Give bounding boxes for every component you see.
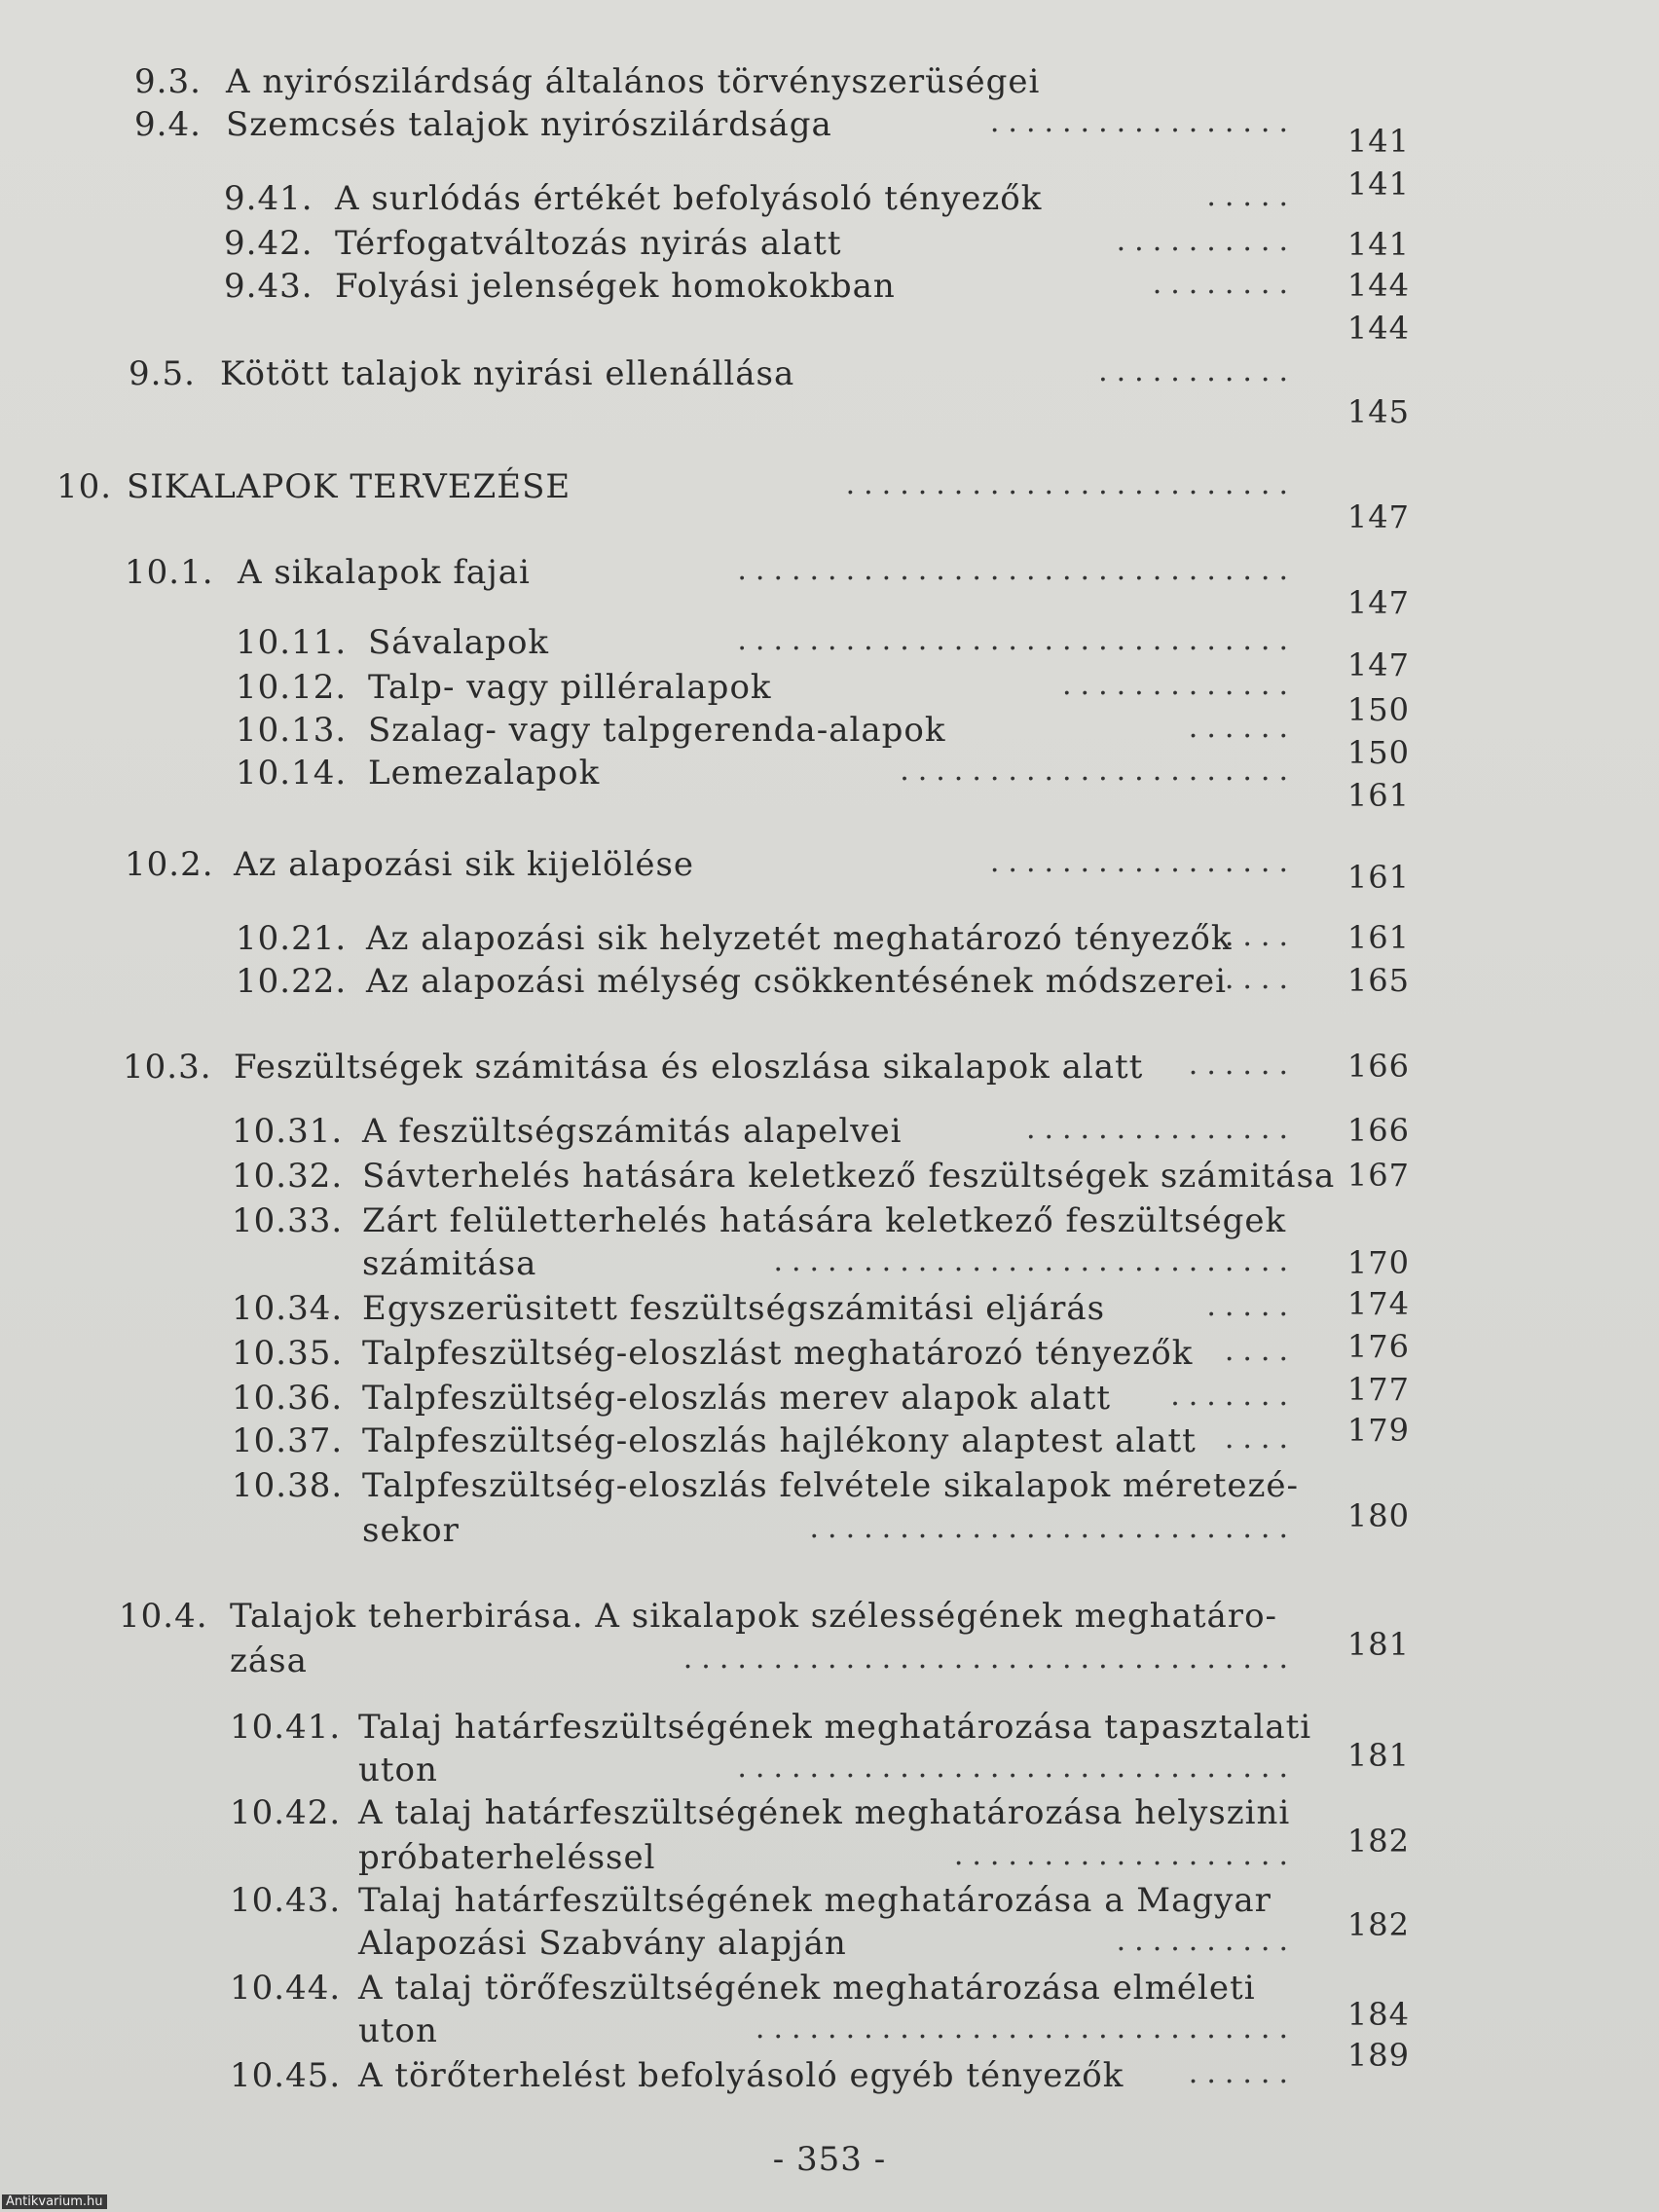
entry-page: 147 [1346,646,1410,683]
entry-page: 181 [1346,1737,1410,1774]
toc-entry-continuation [0,1737,1659,1795]
leader-dots: ................. [989,845,1297,879]
entry-title: Egyszerüsitett feszültségszámitási eljárás [362,1289,1106,1328]
entry-title-continued: számitása [362,1244,537,1283]
entry-page: 147 [1346,584,1410,621]
leader-dots: .......... [1116,224,1297,258]
leader-dots: ...... [1188,2056,1297,2090]
entry-title: A surlódás értékét befolyásoló tényezők [335,179,1043,218]
entry-title-continued: Alapozási Szabvány alapján [358,1924,847,1963]
toc-entry [0,668,1659,728]
entry-number: 10.37. [232,1421,344,1460]
entry-title: Lemezalapok [368,754,601,793]
entry-title: Sávterhelés hatására keletkező feszültségek számitása [362,1157,1336,1196]
entry-title: A feszültségszámitás alapelvei [362,1112,903,1151]
leader-dots: ............................... [737,623,1297,657]
toc-entry [0,1969,1659,2013]
entry-page: 179 [1346,1412,1410,1449]
leader-dots: .................................. [682,1641,1297,1676]
leader-dots: ............................... [737,553,1297,587]
entry-page: 167 [1346,1157,1410,1194]
entry-page: 145 [1346,393,1410,430]
leader-dots: ............................. [773,1244,1297,1278]
leader-dots: .... [1224,919,1297,953]
entry-page: 174 [1346,1285,1410,1322]
entry-number: 10.35. [232,1334,344,1373]
entry-number: 10.11. [236,623,348,662]
toc-entry [0,845,1659,896]
entry-number: 10.41. [230,1708,342,1747]
entry-title: A talaj határfeszültségének meghatározása helyszini [358,1793,1291,1832]
toc-entry [0,623,1659,683]
entry-title-continued: próbaterheléssel [358,1838,656,1877]
toc-entry [0,267,1659,347]
toc-entry-continuation [0,1626,1659,1686]
entry-number: 10.1. [125,553,214,592]
entry-number: 10.21. [236,919,348,958]
entry-page: 141 [1346,166,1410,203]
toc-entry-continuation [0,1823,1659,1883]
entry-title-continued: zása [230,1641,308,1680]
entry-page: 161 [1346,919,1410,956]
entry-page: 181 [1346,1626,1410,1663]
entry-number: 10.4. [119,1597,208,1636]
entry-page: 166 [1346,1048,1410,1085]
entry-number: 10.32. [232,1157,344,1196]
toc-entry [0,1048,1659,1092]
leader-dots: ............................... [737,1751,1297,1785]
leader-dots: ..... [1206,179,1297,213]
entry-number: 10.44. [230,1969,342,2008]
leader-dots: ...... [1188,711,1297,745]
watermark: Antikvarium.hu [2,2194,107,2209]
entry-page: 147 [1346,498,1410,535]
entry-title: Talp- vagy pilléralapok [368,668,772,707]
entry-title: Talpfeszültség-eloszlás merev alapok alatt [362,1379,1112,1418]
entry-title: Az alapozási sik helyzetét meghatározó tényezők [366,919,1233,958]
leader-dots: ....... [1170,1379,1297,1413]
entry-page: 161 [1346,777,1410,814]
entry-number: 10.12. [236,668,348,707]
toc-entry [0,1881,1659,1926]
entry-number: 9.41. [224,179,313,218]
entry-number: 10.36. [232,1379,344,1418]
leader-dots: ............... [1025,1112,1297,1146]
entry-title: Az alapozási mélység csökkentésének módszerei [366,962,1227,1001]
entry-page: 141 [1346,123,1410,160]
entry-title: Talpfeszültség-eloszlás felvétele sikalapok méretezé- [362,1466,1300,1505]
leader-dots: ......................... [845,467,1297,501]
leader-dots: ........ [1152,267,1297,301]
entry-number: 10.42. [230,1793,342,1832]
entry-title: Szemcsés talajok nyirószilárdsága [226,105,832,144]
page-number-footer: - 353 - [772,2140,887,2179]
leader-dots: .... [1224,962,1297,996]
entry-title: A törőterhelést befolyásoló egyéb tényezők [358,2056,1124,2095]
entry-page: 177 [1346,1371,1410,1408]
toc-entry [0,1112,1659,1157]
leader-dots: ........... [1098,354,1297,388]
entry-title-continued: sekor [362,1511,460,1550]
entry-title: Térfogatváltozás nyirás alatt [335,224,842,263]
leader-dots: ...................... [900,754,1297,788]
entry-title-continued: uton [358,2011,438,2050]
entry-title-continued: uton [358,1751,438,1789]
entry-title: Talajok teherbirása. A sikalapok szélességének meghatáro- [230,1597,1278,1636]
toc-entry [0,2037,1659,2101]
toc-entry [0,1201,1659,1246]
leader-dots: .... [1224,1421,1297,1456]
entry-page: 150 [1346,691,1410,728]
entry-number: 10.14. [236,754,348,793]
entry-number: 9.43. [224,267,313,306]
leader-dots: .... [1224,1334,1297,1368]
leader-dots: ........................... [809,1511,1297,1545]
entry-title: A nyirószilárdság általános törvényszerüségei [226,62,1041,101]
entry-number: 10.3. [123,1048,212,1087]
entry-page: 189 [1346,2037,1410,2074]
entry-number: 9.42. [224,224,313,263]
toc-entry [0,1157,1659,1201]
toc-entry [0,1597,1659,1641]
entry-title: Sávalapok [368,623,550,662]
toc-entry [0,1285,1659,1334]
entry-number: 10.38. [232,1466,344,1505]
entry-title: Feszültségek számitása és eloszlása sikalapok alatt [234,1048,1144,1087]
toc-entry-continuation [0,1497,1659,1556]
entry-title: Szalag- vagy talpgerenda-alapok [368,711,946,750]
entry-page: 184 [1346,1996,1410,2033]
entry-number: 10.22. [236,962,348,1001]
toc-chapter [0,467,1659,535]
entry-number: 10.2. [125,845,214,884]
leader-dots: ..... [1206,1289,1297,1323]
entry-title: Az alapozási sik kijelölése [234,845,695,884]
toc-entry [0,1412,1659,1466]
toc-entry [0,1793,1659,1838]
entry-number: 9.4. [134,105,202,144]
entry-number: 10.34. [232,1289,344,1328]
entry-title: A talaj törőfeszültségének meghatározása elméleti [358,1969,1256,2008]
entry-number: 10.33. [232,1201,344,1240]
entry-page: 170 [1346,1244,1410,1281]
leader-dots: .......... [1116,1924,1297,1958]
toc-entry-continuation [0,1906,1659,1969]
chapter-number: 10. [56,467,113,506]
entry-page: 141 [1346,226,1410,263]
entry-title: A sikalapok fajai [238,553,531,592]
entry-title: Folyási jelenségek homokokban [335,267,896,306]
toc-entry [0,1328,1659,1379]
leader-dots: ............. [1062,668,1297,702]
toc-entry [0,354,1659,430]
toc-entry [0,754,1659,814]
entry-number: 10.13. [236,711,348,750]
entry-page: 182 [1346,1906,1410,1943]
toc-entry [0,919,1659,964]
toc-entry-continuation [0,1244,1659,1289]
toc-entry [0,1466,1659,1511]
entry-title: Talaj határfeszültségének meghatározása tapasztalati [358,1708,1312,1747]
entry-page: 180 [1346,1497,1410,1534]
entry-title: Talpfeszültség-eloszlást meghatározó tényezők [362,1334,1194,1373]
entry-page: 182 [1346,1823,1410,1860]
leader-dots: ................... [953,1838,1297,1872]
entry-page: 176 [1346,1328,1410,1365]
toc-entry [0,962,1659,1007]
entry-page: 166 [1346,1112,1410,1149]
entry-number: 9.3. [134,62,202,101]
entry-page: 150 [1346,734,1410,771]
entry-page: 144 [1346,310,1410,347]
entry-page: 161 [1346,859,1410,896]
leader-dots: .............................. [755,2011,1297,2046]
entry-title: Talaj határfeszültségének meghatározása a Magyar [358,1881,1272,1920]
chapter-title: SIKALAPOK TERVEZÉSE [127,467,571,506]
entry-number: 10.31. [232,1112,344,1151]
toc-entry [0,711,1659,771]
leader-dots: ................. [989,105,1297,139]
toc-entry-continuation [0,1996,1659,2056]
entry-title: Talpfeszültség-eloszlás hajlékony alaptest alatt [362,1421,1197,1460]
entry-number: 10.43. [230,1881,342,1920]
entry-page: 165 [1346,962,1410,999]
leader-dots: ...... [1188,1048,1297,1082]
entry-page: 144 [1346,267,1410,304]
entry-number: 9.5. [129,354,196,393]
toc-entry [0,1371,1659,1423]
toc-entry [0,553,1659,621]
toc-entry [0,1708,1659,1752]
entry-title: Zárt felületterhelés hatására keletkező feszültségek [362,1201,1287,1240]
entry-title: Kötött talajok nyirási ellenállása [220,354,795,393]
entry-number: 10.45. [230,2056,342,2095]
